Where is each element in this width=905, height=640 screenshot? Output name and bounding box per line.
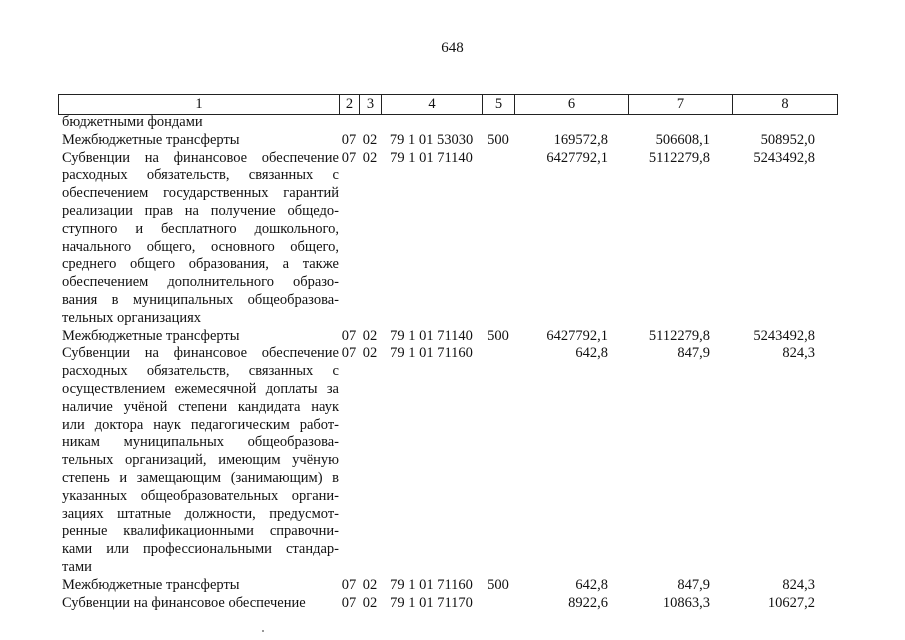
row-name-line: расходных обязательств, связанных с bbox=[62, 167, 339, 184]
subsection-code: 02 bbox=[362, 327, 378, 344]
expense-type-code: 500 bbox=[487, 131, 509, 148]
row-name-line: обеспечением дополнительного образо- bbox=[62, 274, 339, 291]
row-name-cell bbox=[58, 595, 339, 613]
row-name-line: никам муниципальных общеобразова- bbox=[62, 434, 339, 451]
row-name-line: Субвенции на финансовое обеспечение bbox=[62, 149, 339, 166]
page-number: 648 bbox=[441, 40, 464, 56]
header-col-1: 1 bbox=[59, 95, 340, 115]
column-number-header bbox=[58, 94, 838, 115]
scan-speck bbox=[262, 630, 264, 632]
row-name-line: Субвенции на финансовое обеспечение bbox=[62, 594, 306, 611]
table-row bbox=[58, 595, 837, 613]
amount-col-6: 8922,6 bbox=[568, 594, 608, 611]
amount-col-8: 824,3 bbox=[782, 345, 815, 362]
row-name-line: тами bbox=[62, 558, 92, 575]
target-article-code: 79 1 01 71160 bbox=[390, 576, 473, 593]
amount-col-7: 10863,3 bbox=[662, 594, 710, 611]
amount-col-7: 506608,1 bbox=[655, 131, 710, 148]
amount-col-8: 10627,2 bbox=[767, 594, 815, 611]
row-name-line: осуществлением ежемесячной доплаты за bbox=[62, 380, 339, 397]
amount-col-8: 824,3 bbox=[782, 576, 815, 593]
expense-type-code bbox=[482, 345, 514, 576]
target-article-code: 79 1 01 71140 bbox=[390, 149, 473, 166]
amount-col-6: 642,8 bbox=[575, 345, 608, 362]
target-article-code: 79 1 01 71140 bbox=[390, 327, 473, 344]
section-code: 07 bbox=[341, 149, 357, 166]
table-row bbox=[58, 577, 837, 595]
header-col-5: 5 bbox=[483, 95, 515, 115]
row-name-cell bbox=[58, 328, 339, 346]
target-article-code: 79 1 01 71170 bbox=[390, 594, 473, 611]
section-code: 07 bbox=[341, 131, 357, 148]
row-name-line: тельных организаций, имеющим учёную bbox=[62, 452, 339, 469]
amount-col-7: 847,9 bbox=[677, 576, 710, 593]
row-name-cell bbox=[58, 114, 339, 132]
row-name-line: Межбюджетные трансферты bbox=[62, 131, 240, 148]
table-row bbox=[58, 150, 837, 328]
header-col-6: 6 bbox=[515, 95, 629, 115]
row-name-line: расходных обязательств, связанных с bbox=[62, 363, 339, 380]
row-name-line: тельных организациях bbox=[62, 309, 202, 326]
section-code: 07 bbox=[341, 576, 357, 593]
row-name-line: Межбюджетные трансферты bbox=[62, 576, 240, 593]
row-name-line: обеспечением государственных гарантий bbox=[62, 185, 339, 202]
budget-table bbox=[58, 114, 837, 612]
header-col-2: 2 bbox=[340, 95, 360, 115]
subsection-code bbox=[359, 114, 381, 132]
header-col-8: 8 bbox=[733, 95, 838, 115]
table-row bbox=[58, 328, 837, 346]
subsection-code: 02 bbox=[362, 594, 378, 611]
amount-col-6: 6427792,1 bbox=[546, 327, 608, 344]
amount-col-6: 642,8 bbox=[575, 576, 608, 593]
row-name-line: ренные квалификационными справочни- bbox=[62, 523, 339, 540]
row-name-line: степень и замещающим (занимающим) в bbox=[62, 469, 339, 486]
row-name-line: реализации прав на получение общедо- bbox=[62, 202, 339, 219]
row-name-line: или доктора наук педагогическим работ- bbox=[62, 416, 339, 433]
section-code: 07 bbox=[341, 594, 357, 611]
subsection-code: 02 bbox=[362, 131, 378, 148]
amount-col-7: 5112279,8 bbox=[648, 149, 710, 166]
row-name-cell bbox=[58, 577, 339, 595]
row-name-cell bbox=[58, 345, 339, 576]
expense-type-code bbox=[482, 114, 514, 132]
amount-col-7: 847,9 bbox=[677, 345, 710, 362]
amount-col-7 bbox=[628, 114, 732, 132]
header-col-7: 7 bbox=[629, 95, 733, 115]
expense-type-code: 500 bbox=[487, 576, 509, 593]
amount-col-8: 5243492,8 bbox=[753, 327, 815, 344]
target-article-code: 79 1 01 71160 bbox=[390, 345, 473, 362]
row-name-line: среднего общего образования, а также bbox=[62, 256, 339, 273]
row-name-line: вания в муниципальных общеобразова- bbox=[62, 291, 339, 308]
subsection-code: 02 bbox=[362, 576, 378, 593]
amount-col-8: 508952,0 bbox=[760, 131, 815, 148]
amount-col-8 bbox=[732, 114, 837, 132]
amount-col-6: 169572,8 bbox=[553, 131, 608, 148]
table-row bbox=[58, 345, 837, 576]
amount-col-6 bbox=[514, 114, 628, 132]
row-name-cell bbox=[58, 132, 339, 150]
section-code: 07 bbox=[341, 327, 357, 344]
amount-col-6: 6427792,1 bbox=[546, 149, 608, 166]
row-name-line: Межбюджетные трансферты bbox=[62, 327, 240, 344]
table-row bbox=[58, 114, 837, 132]
amount-col-8: 5243492,8 bbox=[753, 149, 815, 166]
row-name-line: начального общего, основного общего, bbox=[62, 238, 339, 255]
section-code: 07 bbox=[341, 345, 357, 362]
table-row bbox=[58, 132, 837, 150]
target-article-code: 79 1 01 53030 bbox=[389, 131, 474, 148]
expense-type-code: 500 bbox=[487, 327, 509, 344]
expense-type-code bbox=[482, 150, 514, 328]
row-name-line: наличие учёной степени кандидата наук bbox=[62, 398, 339, 415]
subsection-code: 02 bbox=[362, 149, 378, 166]
amount-col-7: 5112279,8 bbox=[648, 327, 710, 344]
header-col-4: 4 bbox=[382, 95, 483, 115]
row-name-line: ками или профессиональными стандар- bbox=[62, 541, 339, 558]
header-col-3: 3 bbox=[360, 95, 382, 115]
section-code bbox=[339, 114, 359, 132]
row-name-cell bbox=[58, 150, 339, 328]
row-name-line: зациях штатные должности, предусмот- bbox=[62, 505, 339, 522]
target-article-code bbox=[381, 114, 482, 132]
row-name-line: ступного и бесплатного дошкольного, bbox=[62, 220, 339, 237]
row-name-line: бюджетными фондами bbox=[62, 114, 203, 130]
expense-type-code bbox=[482, 595, 514, 613]
row-name-line: указанных общеобразовательных органи- bbox=[62, 487, 339, 504]
subsection-code: 02 bbox=[362, 345, 378, 362]
row-name-line: Субвенции на финансовое обеспечение bbox=[62, 345, 339, 362]
